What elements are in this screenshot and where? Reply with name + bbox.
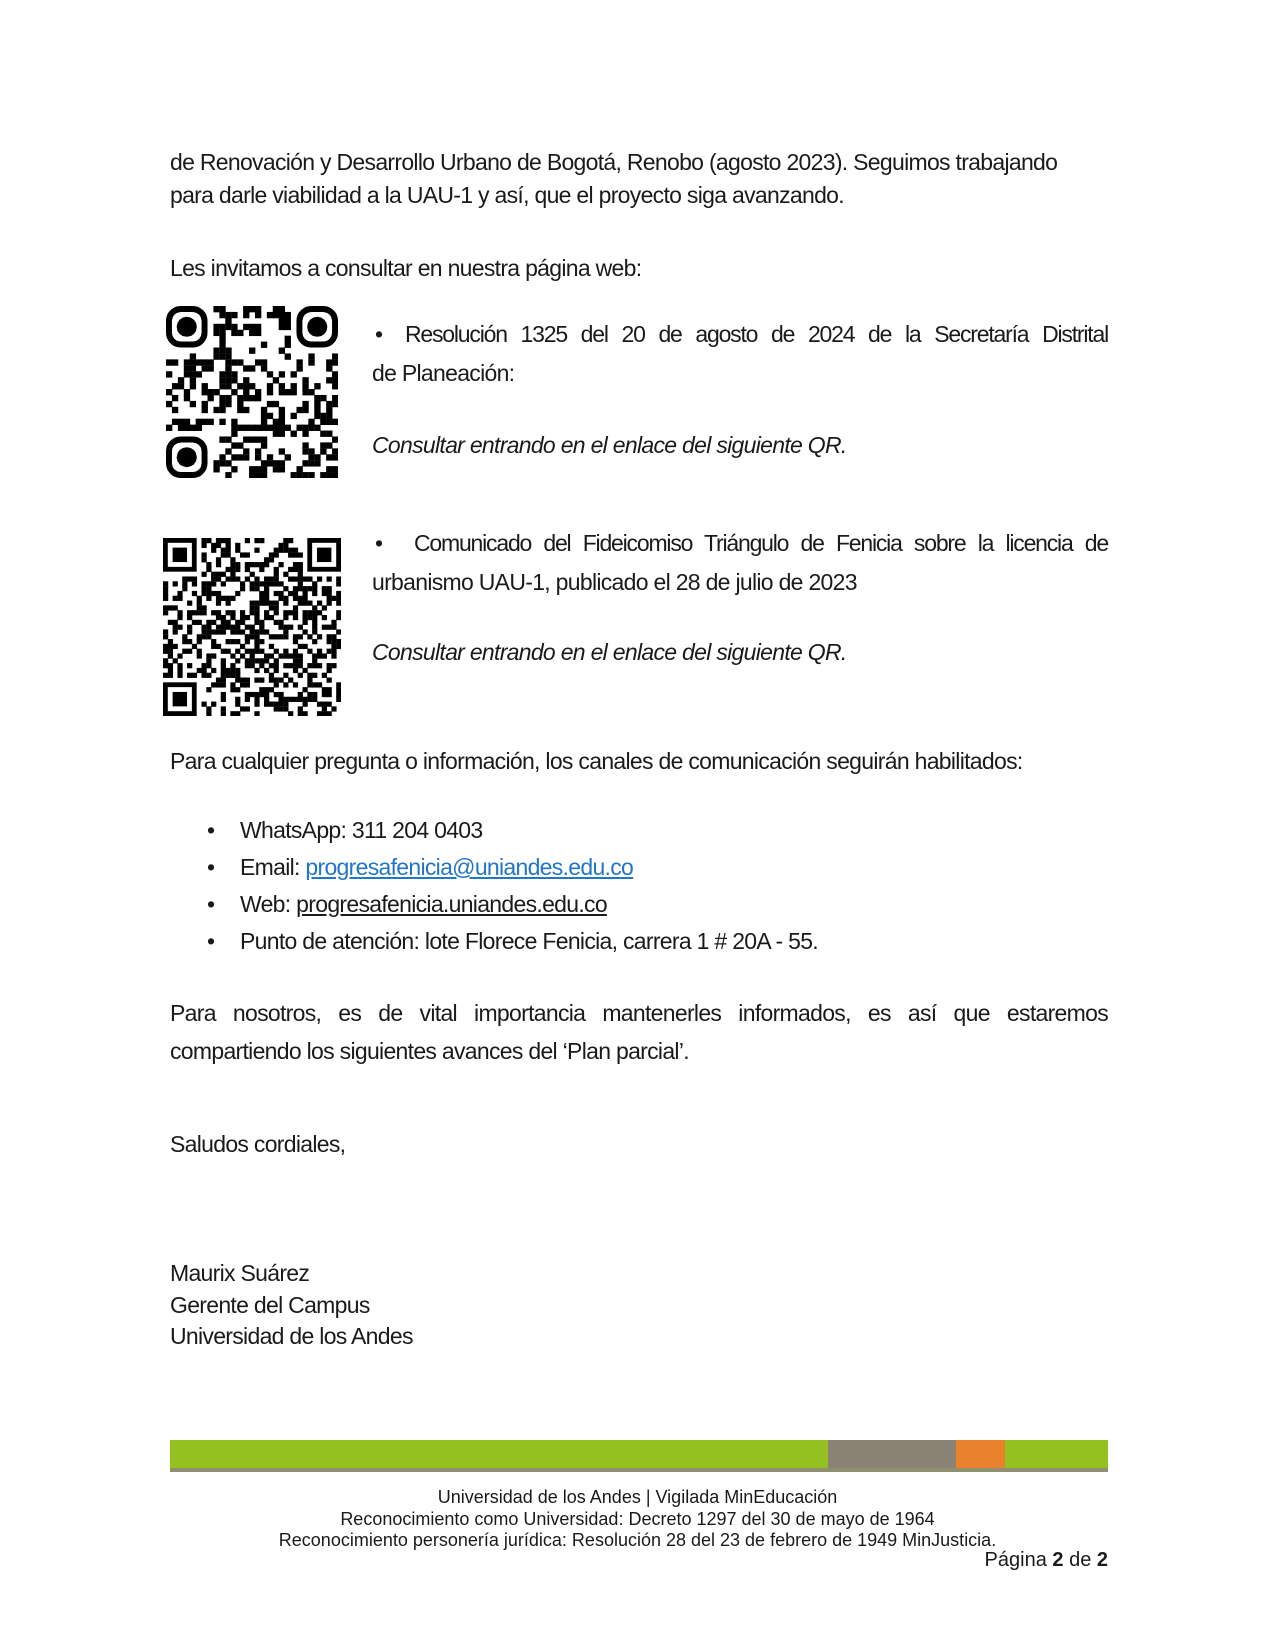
footer-legal [0,1487,1275,1552]
bar-segment-orange [956,1440,1005,1468]
channel-label: WhatsApp: [240,817,352,843]
channel-value: 311 204 0403 [351,817,483,843]
page-number-prefix: Página [984,1549,1053,1571]
channels-intro [170,745,1108,778]
paragraph-line: para darle viabilidad a la UAU-1 y así, que el proyecto siga avanzando. [170,182,844,208]
qr-note-text: Consultar entrando en el enlace del siguiente QR. [372,639,847,665]
page-number-current: 2 [1052,1549,1064,1571]
paragraph-line: Les invitamos a consultar en nuestra página web: [170,255,642,281]
paragraph-line: Para cualquier pregunta o información, los canales de comunicación seguirán habilitados: [170,748,1023,774]
bar-segment-gray [828,1440,956,1468]
bullet-text: Resolución 1325 del 20 de agosto de 2024 de la Secretaría Distrital [405,321,1108,347]
paragraph-line: Saludos cordiales, [170,1131,346,1157]
channels-list [207,812,1107,960]
channel-label: Email: [240,854,306,880]
bullet-item-comunicado [372,524,1108,602]
invite-line [170,252,1108,285]
signature-role: Gerente del Campus [170,1291,370,1318]
signature-name: Maurix Suárez [170,1260,310,1286]
bar-segment-green2 [1005,1440,1108,1468]
brand-color-bar [170,1440,1108,1472]
list-item-punto [207,923,1107,960]
paragraph-line: Para nosotros, es de vital importancia mantenerles informados, es así que estaremos [170,1000,1108,1026]
paragraph-line: de Renovación y Desarrollo Urbano de Bogotá, Renobo (agosto 2023). Seguimos trabajando [170,149,1058,175]
bullet-glyph: • [375,530,384,556]
list-item-whatsapp [207,812,1107,849]
channel-value: lote Florece Fenicia, carrera 1 # 20A - 55. [424,928,818,954]
bullet-line [372,524,1108,563]
paragraph-line: compartiendo los siguientes avances del ‘Plan parcial’. [170,1038,689,1064]
footer-line: Universidad de los Andes | Vigilada MinEducación [437,1487,838,1507]
page-number [170,1549,1108,1572]
bullet-line [372,315,1108,354]
qr-note [372,426,1108,465]
web-link[interactable]: progresafenicia.uniandes.edu.co [296,891,607,917]
bullet-glyph: • [207,854,216,880]
farewell [170,1128,1108,1161]
bullet-line: urbanismo UAU-1, publicado el 28 de julio de 2023 [372,569,857,595]
bullet-item-resolucion [372,315,1108,393]
intro-paragraph [170,146,1108,212]
bullet-glyph: • [207,817,216,843]
bullet-line: de Planeación: [372,360,515,386]
qr-code-comunicado [163,538,341,716]
bullet-glyph: • [207,891,216,917]
signature-org: Universidad de los Andes [170,1323,413,1349]
email-link[interactable]: progresafenicia@uniandes.edu.co [305,854,634,880]
qr-code-resolucion [166,306,338,478]
qr-note-text: Consultar entrando en el enlace del siguiente QR. [372,432,847,458]
closing-paragraph [170,994,1108,1070]
page-number-middle: de [1063,1549,1097,1571]
page-number-total: 2 [1096,1549,1108,1571]
footer-line: Reconocimiento personería jurídica: Resolución 28 del 23 de febrero de 1949 MinJusticia. [278,1530,997,1550]
list-item-email [207,849,1107,886]
footer-line: Reconocimiento como Universidad: Decreto 1297 del 30 de mayo de 1964 [340,1508,935,1529]
signature-block [170,1258,1108,1353]
list-item-web [207,886,1107,923]
channel-label: Punto de atención: [240,928,425,954]
qr-note [372,633,1108,672]
bar-segment-green [170,1440,828,1468]
bullet-glyph: • [375,321,384,347]
bullet-text: Comunicado del Fideicomiso Triángulo de Fenicia sobre la licencia de [414,530,1108,556]
bullet-glyph: • [207,928,216,954]
channel-label: Web: [240,891,297,917]
